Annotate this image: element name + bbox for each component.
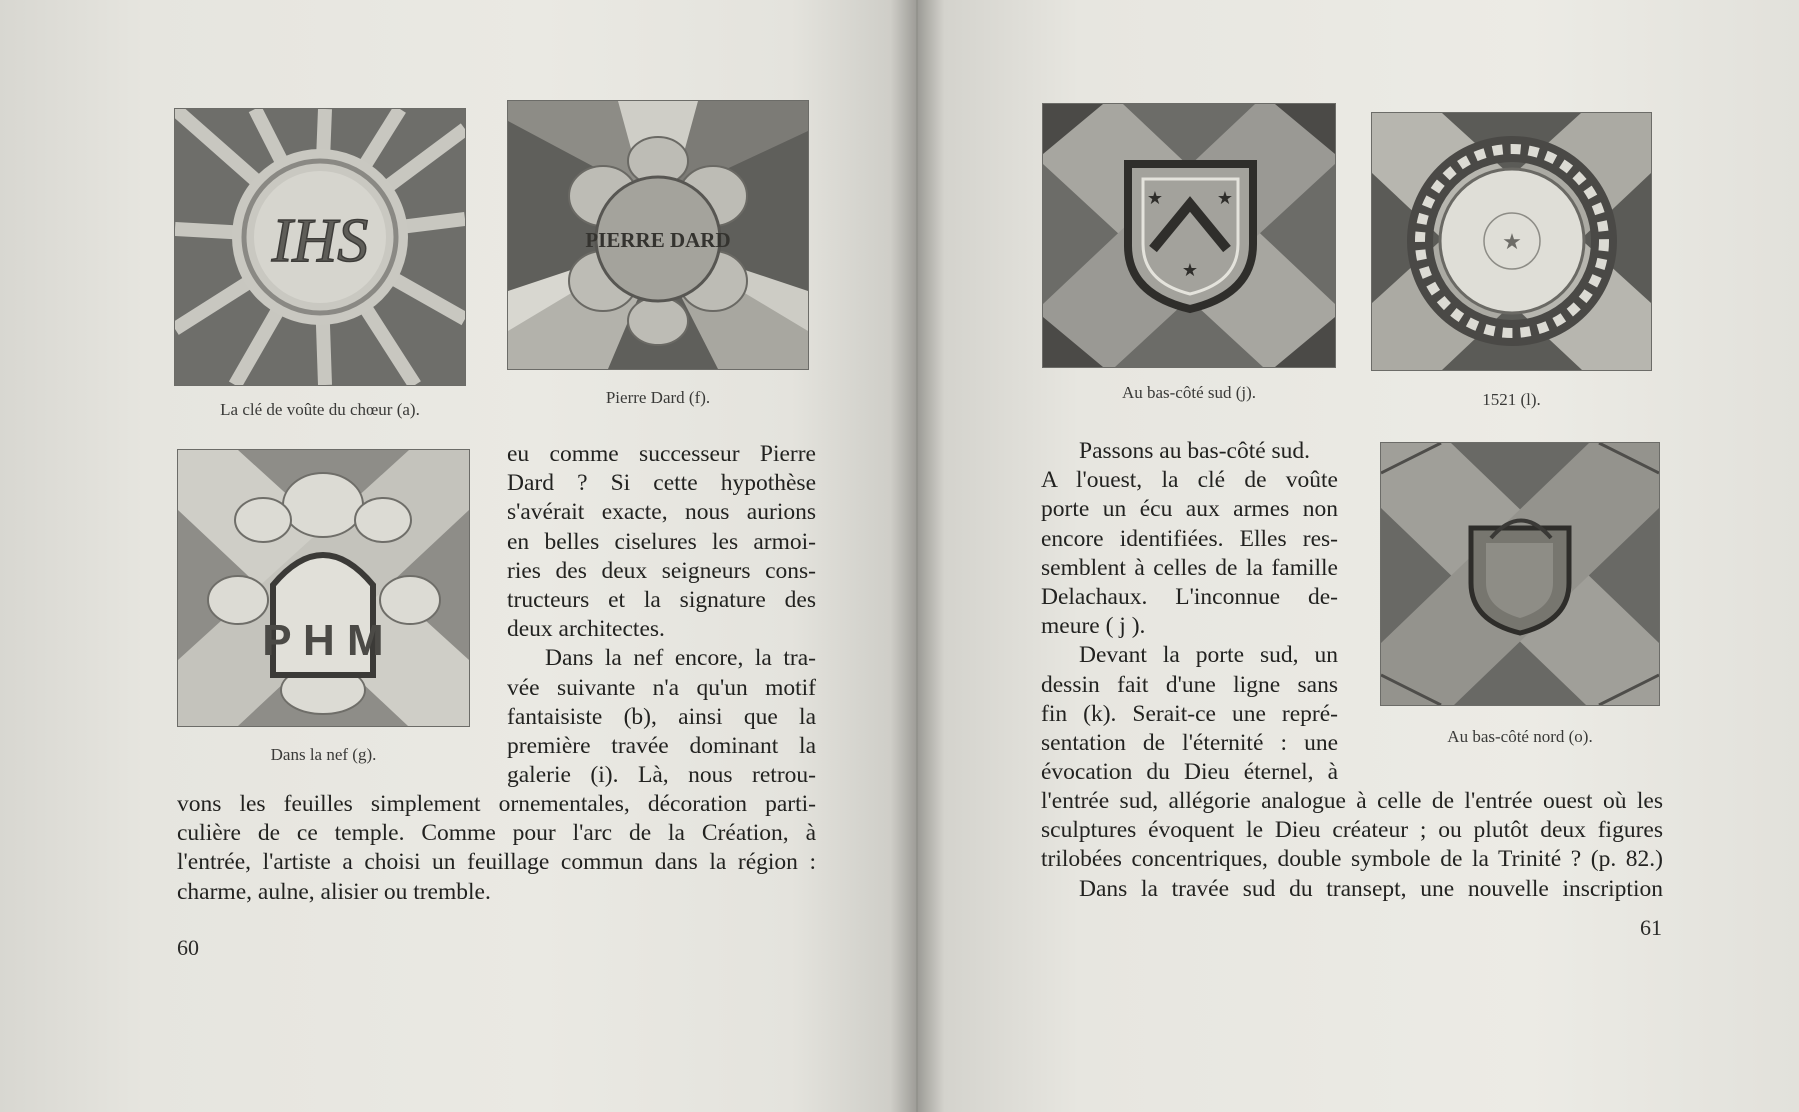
text-line: vons les feuilles simplement ornementales, décoration parti- (177, 791, 816, 817)
text-line: galerie (i). Là, nous retrou- (507, 762, 816, 789)
keystone-pierre-dard-image (508, 101, 808, 369)
caption-fig-l: 1521 (l). (1482, 390, 1541, 409)
caption-fig-a: La clé de voûte du chœur (a). (220, 400, 420, 419)
svg-text:★: ★ (1181, 260, 1199, 281)
monogram-phm: P H M (262, 616, 384, 665)
text-line: dessin fait d'une ligne sans (1041, 671, 1338, 698)
text-line: culière de ce temple. Comme pour l'arc de la Création, à (177, 820, 816, 847)
text-line: charme, aulne, alisier ou tremble. (177, 878, 491, 905)
photo-keystone-north-aisle (1381, 443, 1659, 705)
text-line: sentation de l'éternité : une (1041, 729, 1338, 756)
photo-keystone-south-aisle (1043, 104, 1335, 367)
right-full-text (1041, 787, 1663, 904)
page-number-right: 61 (1640, 915, 1662, 940)
keystone-ihs-image (175, 109, 465, 385)
right-column-text (1041, 437, 1338, 787)
text-line: deux architectes. (507, 616, 665, 643)
text-line: fantaisiste (b), ainsi que la (507, 703, 816, 730)
right-page (919, 0, 1799, 1112)
text-line: première travée dominant la (507, 732, 816, 759)
left-column-text (507, 440, 816, 790)
text-line: Passons au bas-côté sud. (1079, 438, 1311, 464)
monogram-ihs: IHS (271, 207, 369, 275)
text-line: s'avérait exacte, nous aurions (507, 499, 816, 526)
text-line: l'entrée, l'artiste a choisi un feuillage commun dans la région : (177, 849, 816, 876)
text-line: ries des deux seigneurs cons- (507, 557, 816, 584)
text-line: eu comme successeur Pierre (507, 441, 816, 467)
svg-text:★: ★ (1502, 230, 1522, 255)
keystone-north-aisle-image (1381, 443, 1659, 705)
text-line: encore identifiées. Elles res- (1041, 525, 1338, 552)
text-line: évocation du Dieu éternel, à (1041, 759, 1338, 786)
caption-fig-f: Pierre Dard (f). (605, 388, 711, 407)
svg-text:★: ★ (1146, 188, 1164, 209)
caption-fig-j: Au bas-côté sud (j). (1121, 383, 1257, 402)
caption-fig-o: Au bas-côté nord (o). (1447, 727, 1593, 746)
text-line: meure ( j ). (1041, 613, 1146, 640)
text-line: porte un écu aux armes non (1041, 496, 1338, 523)
photo-keystone-1521 (1372, 113, 1651, 370)
text-line: Dans la nef encore, la tra- (545, 645, 816, 672)
photo-keystone-pierre-dard (508, 101, 808, 369)
text-line: semblent à celles de la famille (1041, 554, 1338, 581)
keystone-rope-ring-image (1372, 113, 1651, 370)
text-line: vée suivante n'a qu'un motif (507, 674, 816, 701)
text-line: A l'ouest, la clé de voûte (1041, 467, 1338, 494)
text-line: en belles ciselures les armoi- (507, 528, 816, 555)
text-line: Dard ? Si cette hypothèse (507, 470, 816, 497)
text-line: fin (k). Serait-ce une repré- (1041, 700, 1338, 727)
caption-fig-g: Dans la nef (g). (270, 745, 377, 764)
text-line: Dans la travée sud du transept, une nouvelle inscription (1079, 875, 1663, 902)
keystone-shield-image (1043, 104, 1335, 367)
text-line: Delachaux. L'inconnue de- (1041, 583, 1338, 610)
svg-text:★: ★ (1216, 188, 1234, 209)
inscription-pierre-dard: PIERRE DARD (585, 228, 731, 252)
photo-keystone-choir (175, 109, 465, 385)
photo-keystone-nave (178, 450, 469, 726)
book-gutter (916, 0, 918, 1112)
text-line: l'entrée sud, allégorie analogue à celle de l'entrée ouest où les (1041, 788, 1663, 814)
keystone-nave-image (178, 450, 469, 726)
text-line: sculptures évoquent le Dieu créateur ; ou plutôt deux figures (1041, 817, 1663, 844)
left-full-text (177, 790, 816, 907)
text-line: Devant la porte sud, un (1079, 642, 1338, 669)
page-number-left: 60 (177, 935, 199, 960)
text-line: tructeurs et la signature des (507, 586, 816, 613)
text-line: trilobées concentriques, double symbole de la Trinité ? (p. 82.) (1041, 846, 1663, 873)
